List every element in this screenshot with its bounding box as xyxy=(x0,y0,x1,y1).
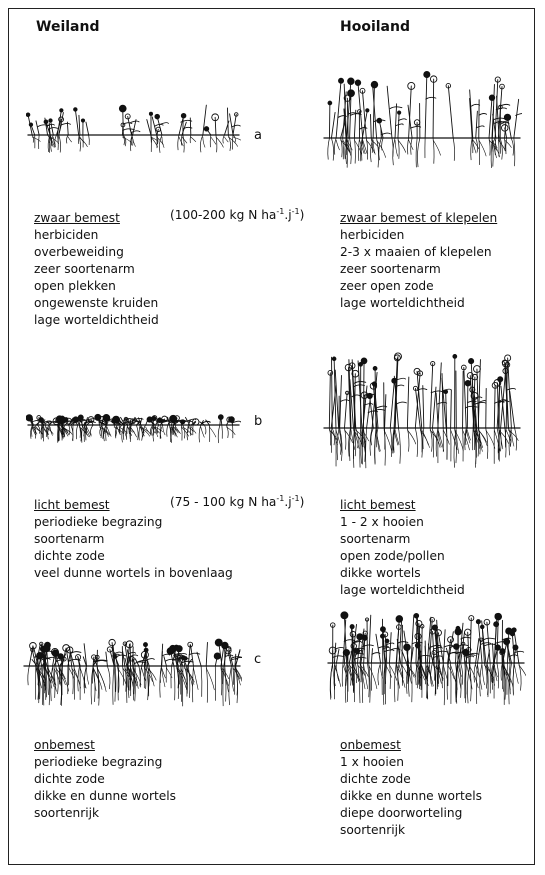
lines-hooiland-a xyxy=(340,227,497,312)
text-line: diepe doorworteling xyxy=(340,806,463,820)
heading-hooiland-b: licht bemest xyxy=(340,498,416,512)
text-line: 1 - 2 x hooien xyxy=(340,515,424,529)
text-line: soortenarm xyxy=(34,532,105,546)
text-line: 1 x hooien xyxy=(340,755,404,769)
row-marker-b: b xyxy=(254,414,263,429)
text-line: zeer open zode xyxy=(340,279,434,293)
text-line: periodieke begrazing xyxy=(34,515,163,529)
heading-weiland-c: onbemest xyxy=(34,738,95,752)
text-line: soortenarm xyxy=(340,532,411,546)
text-weiland-b xyxy=(34,497,233,582)
text-line: dichte zode xyxy=(34,772,105,786)
text-line: herbiciden xyxy=(34,228,99,242)
text-weiland-c xyxy=(34,737,176,822)
illustration-weiland-b xyxy=(26,395,241,450)
text-line: lage worteldichtheid xyxy=(34,313,159,327)
text-line: ongewenste kruiden xyxy=(34,296,159,310)
lines-weiland-b xyxy=(34,514,233,582)
text-weiland-a xyxy=(34,210,159,329)
rate-weiland-a: (100-200 kg N $ha^{-1}.j^{-1}$) xyxy=(170,207,305,222)
text-line: veel dunne wortels in bovenlaag xyxy=(34,566,233,580)
text-line: dikke wortels xyxy=(340,566,421,580)
text-line: dichte zode xyxy=(34,549,105,563)
lines-hooiland-c xyxy=(340,754,482,839)
text-hooiland-c xyxy=(340,737,482,839)
text-line: herbiciden xyxy=(340,228,405,242)
heading-hooiland-a: zwaar bemest of klepelen xyxy=(340,211,498,225)
row-marker-c: c xyxy=(254,652,262,667)
text-line: soortenrijk xyxy=(340,823,406,837)
heading-weiland-a: zwaar bemest xyxy=(34,211,120,225)
text-line: lage worteldichtheid xyxy=(340,296,465,310)
column-title-hooiland: Hooiland xyxy=(340,19,410,35)
lines-weiland-c xyxy=(34,754,176,822)
heading-hooiland-c: onbemest xyxy=(340,738,401,752)
illustration-hooiland-a xyxy=(322,60,522,170)
text-line: zeer soortenarm xyxy=(340,262,441,276)
heading-weiland-b: licht bemest xyxy=(34,498,110,512)
illustration-weiland-c xyxy=(22,628,242,708)
illustration-hooiland-b xyxy=(322,348,522,473)
text-hooiland-b xyxy=(340,497,465,599)
text-line: overbeweiding xyxy=(34,245,124,259)
lines-hooiland-b xyxy=(340,514,465,599)
text-line: soortenrijk xyxy=(34,806,100,820)
text-line: lage worteldichtheid xyxy=(340,583,465,597)
text-line: dikke en dunne wortels xyxy=(340,789,483,803)
column-title-weiland: Weiland xyxy=(36,19,100,35)
rate-weiland-b: (75 - 100 kg N $ha^{-1}.j^{-1}$) xyxy=(170,494,305,509)
text-line: dichte zode xyxy=(340,772,411,786)
lines-weiland-a xyxy=(34,227,159,329)
row-marker-a: a xyxy=(254,128,262,143)
text-line: open plekken xyxy=(34,279,116,293)
illustration-weiland-a xyxy=(26,90,241,160)
text-line: dikke en dunne wortels xyxy=(34,789,177,803)
text-hooiland-a xyxy=(340,210,497,312)
text-line: periodieke begrazing xyxy=(34,755,163,769)
text-line: 2-3 x maaien of klepelen xyxy=(340,245,492,259)
illustration-hooiland-c xyxy=(326,608,526,713)
text-line: open zode/pollen xyxy=(340,549,445,563)
text-line: zeer soortenarm xyxy=(34,262,135,276)
